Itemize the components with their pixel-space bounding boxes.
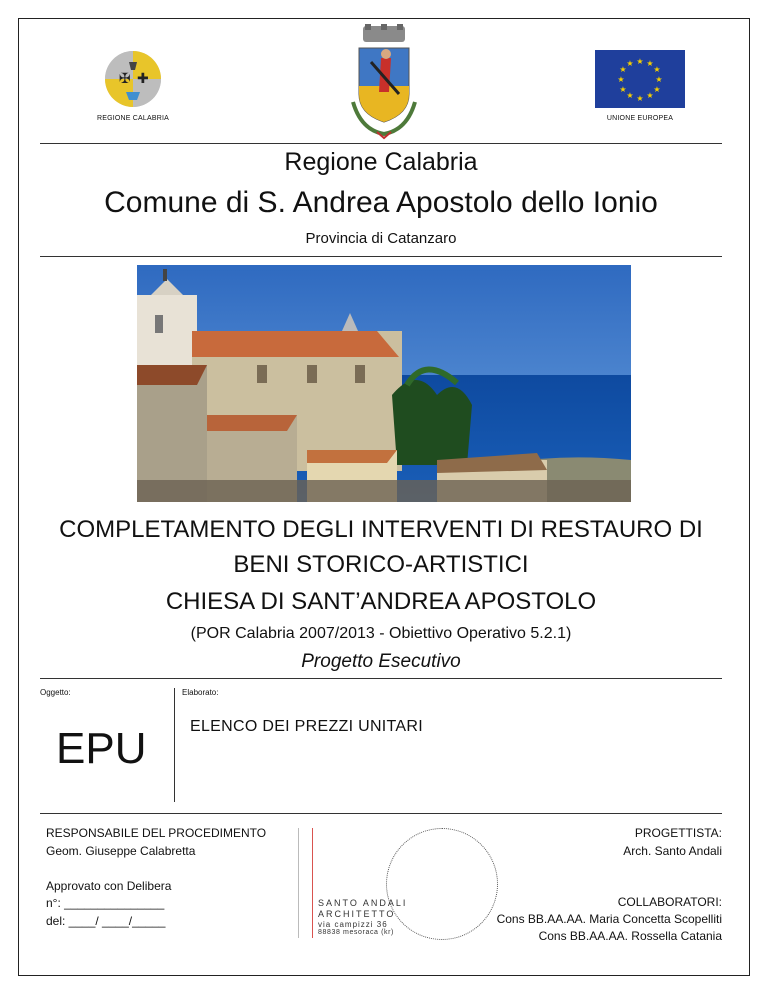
stamp-address: via campizzi 36: [318, 920, 388, 929]
logo-right-caption: UNIONE EUROPEA: [606, 115, 674, 122]
project-title-line-2: BENI STORICO-ARTISTICI: [233, 551, 529, 578]
svg-text:✠: ✠: [119, 71, 131, 87]
oggetto-label: Oggetto:: [40, 688, 71, 697]
region-title: Regione Calabria: [284, 148, 478, 176]
project-title-line-3: CHIESA DI SANT’ANDREA APOSTOLO: [165, 588, 597, 615]
stamp-name: SANTO ANDALI: [318, 898, 408, 908]
town-coat-of-arms-icon: [341, 22, 427, 140]
svg-text:★: ★: [636, 57, 644, 66]
stamp-circle: [386, 828, 498, 940]
elaborato-label: Elaborato:: [182, 688, 219, 697]
collaboratori-title: COLLABORATORI:: [617, 895, 722, 909]
approval-line-1: Approvato con Delibera: [46, 879, 172, 893]
svg-text:★: ★: [655, 75, 663, 84]
collaboratore-2: Cons BB.AA.AA. Rossella Catania: [538, 929, 722, 943]
elaborato-title: ELENCO DEI PREZZI UNITARI: [190, 718, 424, 735]
responsabile-title: RESPONSABILE DEL PROCEDIMENTO: [46, 826, 267, 840]
progettista-title: PROGETTISTA:: [634, 826, 722, 840]
logo-left-caption: REGIONE CALABRIA: [96, 115, 170, 122]
stamp-city: 88838 mesoraca (kr): [318, 929, 394, 936]
stamp-divider: [298, 828, 299, 938]
svg-text:★: ★: [653, 85, 661, 94]
vertical-divider: [174, 688, 175, 802]
oggetto-code: EPU: [56, 724, 147, 773]
calabria-region-logo-icon: [104, 50, 162, 108]
svg-text:★: ★: [619, 85, 627, 94]
project-phase: Progetto Esecutivo: [301, 651, 461, 672]
comune-title: Comune di S. Andrea Apostolo dello Ionio: [104, 186, 658, 219]
responsabile-name: Geom. Giuseppe Calabretta: [46, 844, 196, 858]
divider: [40, 813, 722, 814]
svg-text:★: ★: [619, 65, 627, 74]
approval-date: del: ____/ ____/_____: [46, 914, 166, 928]
eu-flag-icon: [595, 50, 685, 108]
svg-text:★: ★: [617, 75, 625, 84]
svg-text:★: ★: [626, 59, 634, 68]
stamp-red-line: [312, 828, 313, 938]
progettista-name: Arch. Santo Andali: [623, 844, 722, 858]
svg-text:★: ★: [653, 65, 661, 74]
divider: [40, 678, 722, 679]
program-reference: (POR Calabria 2007/2013 - Obiettivo Operativo 5.2.1): [190, 625, 572, 642]
project-title-line-1: COMPLETAMENTO DEGLI INTERVENTI DI RESTAURO DI: [59, 516, 703, 543]
province-title: Provincia di Catanzaro: [305, 230, 457, 247]
stamp-profession: ARCHITETTO: [318, 909, 396, 919]
svg-text:★: ★: [646, 91, 654, 100]
collaboratore-1: Cons BB.AA.AA. Maria Concetta Scopelliti: [496, 912, 722, 926]
approval-number: n°: _______________: [46, 896, 165, 910]
divider: [40, 256, 722, 257]
svg-text:✚: ✚: [137, 71, 149, 87]
svg-text:★: ★: [646, 59, 654, 68]
svg-text:★: ★: [636, 94, 644, 103]
divider: [40, 143, 722, 144]
church-photo: [137, 265, 631, 502]
svg-text:★: ★: [626, 91, 634, 100]
